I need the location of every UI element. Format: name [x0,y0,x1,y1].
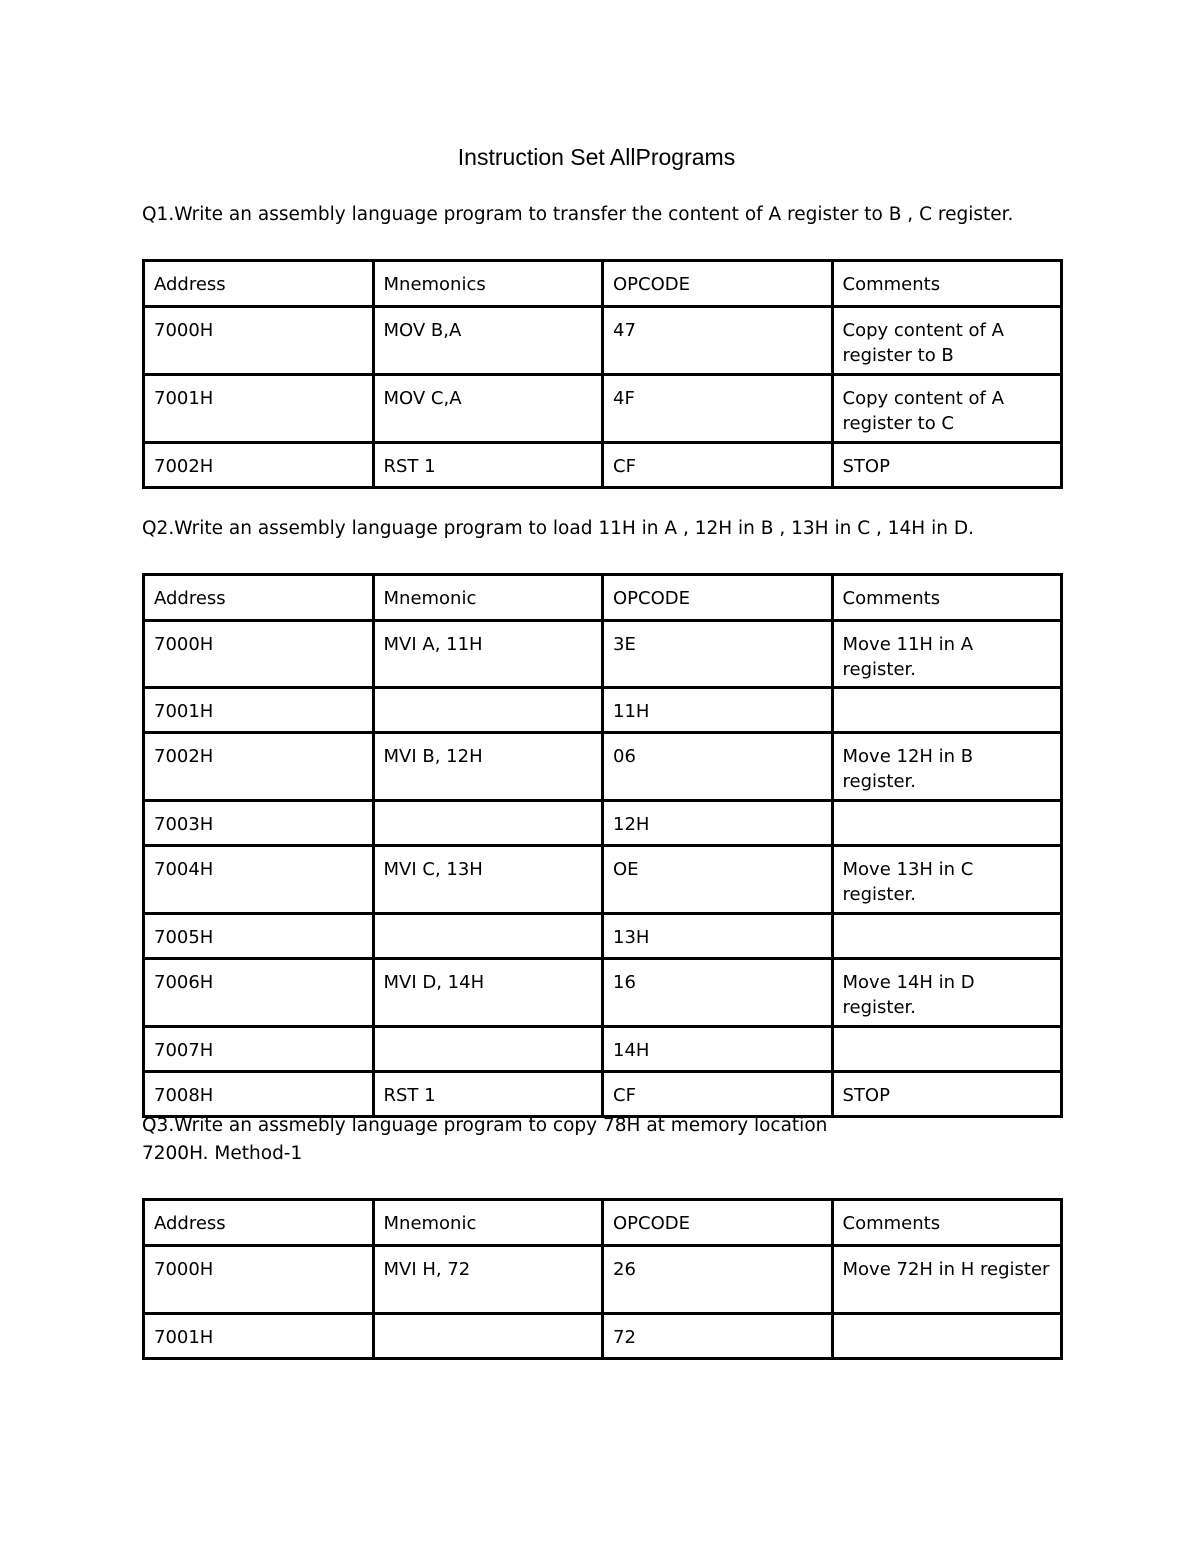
header-address: Address [144,575,374,621]
table-row [144,733,1062,801]
cell-opcode: 11H [603,688,833,733]
table-header-row [144,575,1062,621]
header-opcode: OPCODE [603,1200,833,1246]
cell-opcode: 12H [603,801,833,846]
table-header-row [144,1200,1062,1246]
table-row [144,1027,1062,1072]
header-mnemonics: Mnemonics [373,261,603,307]
cell-address: 7007H [144,1027,374,1072]
cell-comment: Move 13H in C register. [832,846,1062,914]
header-address: Address [144,261,374,307]
cell-address: 7001H [144,688,374,733]
cell-comment [832,801,1062,846]
table-row [144,375,1062,443]
cell-mnemonic [373,1027,603,1072]
header-comments: Comments [832,1200,1062,1246]
table-header-row [144,261,1062,307]
cell-address: 7001H [144,375,374,443]
cell-comment [832,1314,1062,1359]
cell-mnemonic: MOV B,A [373,307,603,375]
cell-opcode: 16 [603,959,833,1027]
table-row [144,443,1062,488]
header-comments: Comments [832,261,1062,307]
table-row [144,1072,1062,1117]
header-mnemonic: Mnemonic [373,575,603,621]
cell-address: 7002H [144,443,374,488]
cell-mnemonic: MVI A, 11H [373,621,603,688]
question-2: Q2.Write an assembly language program to load 11H in A , 12H in B , 13H in C , 14H in D. [142,518,974,539]
cell-opcode: OE [603,846,833,914]
cell-mnemonic: RST 1 [373,1072,603,1117]
table-row [144,688,1062,733]
cell-address: 7001H [144,1314,374,1359]
cell-opcode: 4F [603,375,833,443]
table-row [144,1246,1062,1314]
table-row [144,621,1062,688]
cell-opcode: CF [603,1072,833,1117]
page-title: Instruction Set AllPrograms [457,144,736,170]
table-row [144,959,1062,1027]
cell-comment [832,914,1062,959]
cell-address: 7006H [144,959,374,1027]
cell-mnemonic [373,801,603,846]
cell-address: 7000H [144,1246,374,1314]
cell-comment: STOP [832,443,1062,488]
cell-mnemonic [373,1314,603,1359]
cell-address: 7005H [144,914,374,959]
header-opcode: OPCODE [603,575,833,621]
table-row [144,846,1062,914]
cell-comment: Copy content of A register to C [832,375,1062,443]
cell-opcode: 13H [603,914,833,959]
cell-opcode: 3E [603,621,833,688]
program-table-2 [142,573,1063,1118]
question-1: Q1.Write an assembly language program to transfer the content of A register to B , C register. [142,204,1014,225]
table-row [144,1314,1062,1359]
cell-address: 7000H [144,621,374,688]
header-comments: Comments [832,575,1062,621]
cell-mnemonic: MVI D, 14H [373,959,603,1027]
cell-comment: Copy content of A register to B [832,307,1062,375]
cell-comment: Move 11H in A register. [832,621,1062,688]
cell-opcode: CF [603,443,833,488]
table-row [144,801,1062,846]
cell-opcode: 26 [603,1246,833,1314]
cell-comment: STOP [832,1072,1062,1117]
cell-address: 7002H [144,733,374,801]
cell-mnemonic: RST 1 [373,443,603,488]
header-mnemonic: Mnemonic [373,1200,603,1246]
table-row [144,307,1062,375]
cell-mnemonic: MVI H, 72 [373,1246,603,1314]
cell-opcode: 06 [603,733,833,801]
cell-comment: Move 14H in D register. [832,959,1062,1027]
program-table-1 [142,259,1063,489]
question-3 [142,1112,1072,1168]
program-table-3 [142,1198,1063,1360]
cell-opcode: 14H [603,1027,833,1072]
cell-address: 7008H [144,1072,374,1117]
cell-address: 7004H [144,846,374,914]
cell-mnemonic [373,688,603,733]
cell-comment: Move 12H in B register. [832,733,1062,801]
cell-address: 7000H [144,307,374,375]
cell-mnemonic: MVI C, 13H [373,846,603,914]
cell-mnemonic: MOV C,A [373,375,603,443]
cell-comment: Move 72H in H register [832,1246,1062,1314]
cell-address: 7003H [144,801,374,846]
cell-mnemonic [373,914,603,959]
header-address: Address [144,1200,374,1246]
cell-comment [832,688,1062,733]
header-opcode: OPCODE [603,261,833,307]
cell-comment [832,1027,1062,1072]
table-row [144,914,1062,959]
cell-opcode: 47 [603,307,833,375]
cell-opcode: 72 [603,1314,833,1359]
cell-mnemonic: MVI B, 12H [373,733,603,801]
question-3-line-1: Q3.Write an assmebly language program to copy 78H at memory location [142,1115,828,1136]
question-3-line-2: 7200H. Method-1 [142,1143,303,1164]
